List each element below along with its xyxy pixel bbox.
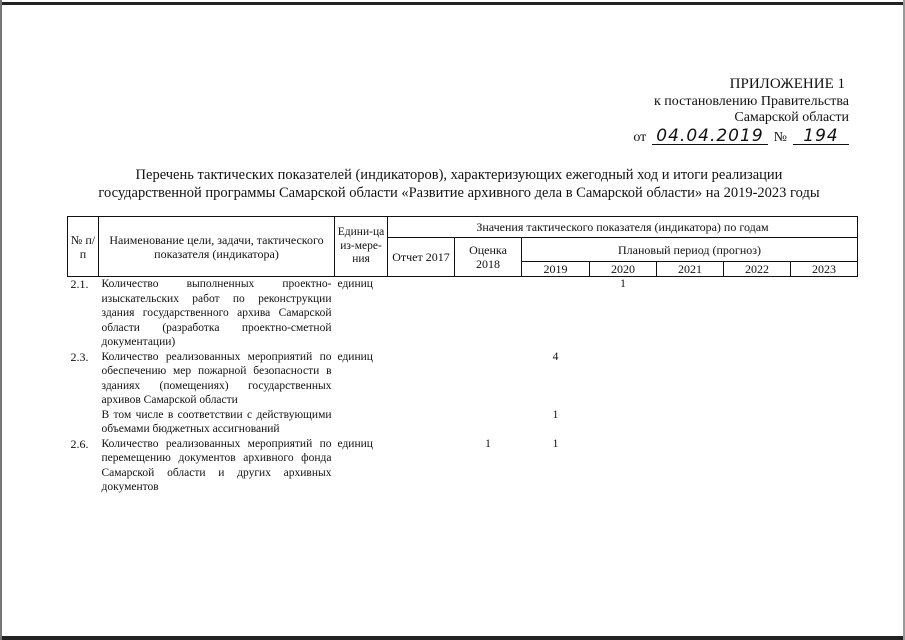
row-estimate: 1 [485,437,491,450]
row-2020 [590,437,657,495]
scan-bottom-border [0,636,905,640]
row-unit: единиц [337,350,373,363]
table-row [68,350,858,408]
appendix-date-line [633,128,849,146]
row-2021 [657,408,724,437]
row-unit [335,408,388,437]
row-2023 [791,277,858,350]
handwritten-number: 194 [793,128,849,145]
appendix-resolution-line: к постановлению Правительства [653,94,849,109]
row-estimate [455,350,522,408]
row-2022 [724,277,791,350]
row-2019: 1 [552,437,559,450]
row-2019: 4 [552,350,559,363]
header-name: Наименование цели, задачи, тактического показателя (индикатора) [99,217,335,277]
row-2021 [657,350,724,408]
row-unit: единиц [337,437,373,450]
row-name: В том числе в соответствии с действующими объемами бюджетных ассигнований [101,408,332,435]
header-values: Значения тактического показателя (индикатора) по годам [388,217,858,238]
row-report [388,277,455,350]
row-2022 [724,437,791,495]
header-year-2022: 2022 [724,262,791,277]
row-2023 [791,408,858,437]
row-name: Количество реализованных мероприятий по перемещению документов архивного фонда Самарской области и других архивных документов [101,437,332,493]
handwritten-date: 04.04.2019 [652,128,767,145]
header-unit: Едини-ца из-мере-ния [335,217,388,277]
header-year-2020: 2020 [590,262,657,277]
table-row [68,277,858,350]
row-estimate [455,408,522,437]
header-estimate: Оценка 2018 [455,238,522,277]
scan-top-border [0,2,905,5]
document-title [40,166,878,202]
row-2020 [590,350,657,408]
row-2020: 1 [620,278,626,290]
row-2022 [724,350,791,408]
row-num [68,408,99,437]
title-line-2: государственной программы Самарской области «Развитие архивного дела в Самарской области» на 2019-2023 годы [98,185,820,201]
appendix-region-line: Самарской области [734,110,849,125]
scan-left-edge [0,0,2,640]
row-estimate [455,277,522,350]
row-num: 2.1. [70,277,89,291]
row-2020 [590,408,657,437]
row-name: Количество выполненных проектно-изыскательских работ по реконструкции здания государственного архива Самарской области (разработка проектно-сметной документации) [101,278,332,348]
title-line-1: Перечень тактических показателей (индикаторов), характеризующих ежегодный ход и итоги реализации [135,167,783,183]
row-2019 [522,277,590,350]
row-2021 [657,437,724,495]
row-2023 [791,350,858,408]
header-year-2021: 2021 [657,262,724,277]
row-unit: единиц [337,278,373,290]
row-2019: 1 [552,408,559,421]
row-report [388,408,455,437]
row-report [388,437,455,495]
header-report: Отчет 2017 [388,238,455,277]
header-year-2023: 2023 [791,262,858,277]
header-year-2019: 2019 [522,262,590,277]
indicators-table [67,216,858,495]
row-num: 2.3. [70,349,89,364]
row-2023 [791,437,858,495]
header-num: № п/п [68,217,99,277]
header-planned: Плановый период (прогноз) [522,238,858,262]
table-row [68,437,858,495]
row-2022 [724,408,791,437]
row-report [388,350,455,408]
row-2021 [657,277,724,350]
row-num: 2.6. [70,436,89,451]
appendix-title: ПРИЛОЖЕНИЕ 1 [729,76,845,92]
row-name: Количество реализованных мероприятий по обеспечению мер пожарной безопасности в зданиях (помещениях) государственных архивов Самарской области [101,350,332,406]
table-row [68,408,858,437]
appendix-header [633,76,849,146]
number-label: № [773,130,787,145]
from-label: от [633,130,647,145]
